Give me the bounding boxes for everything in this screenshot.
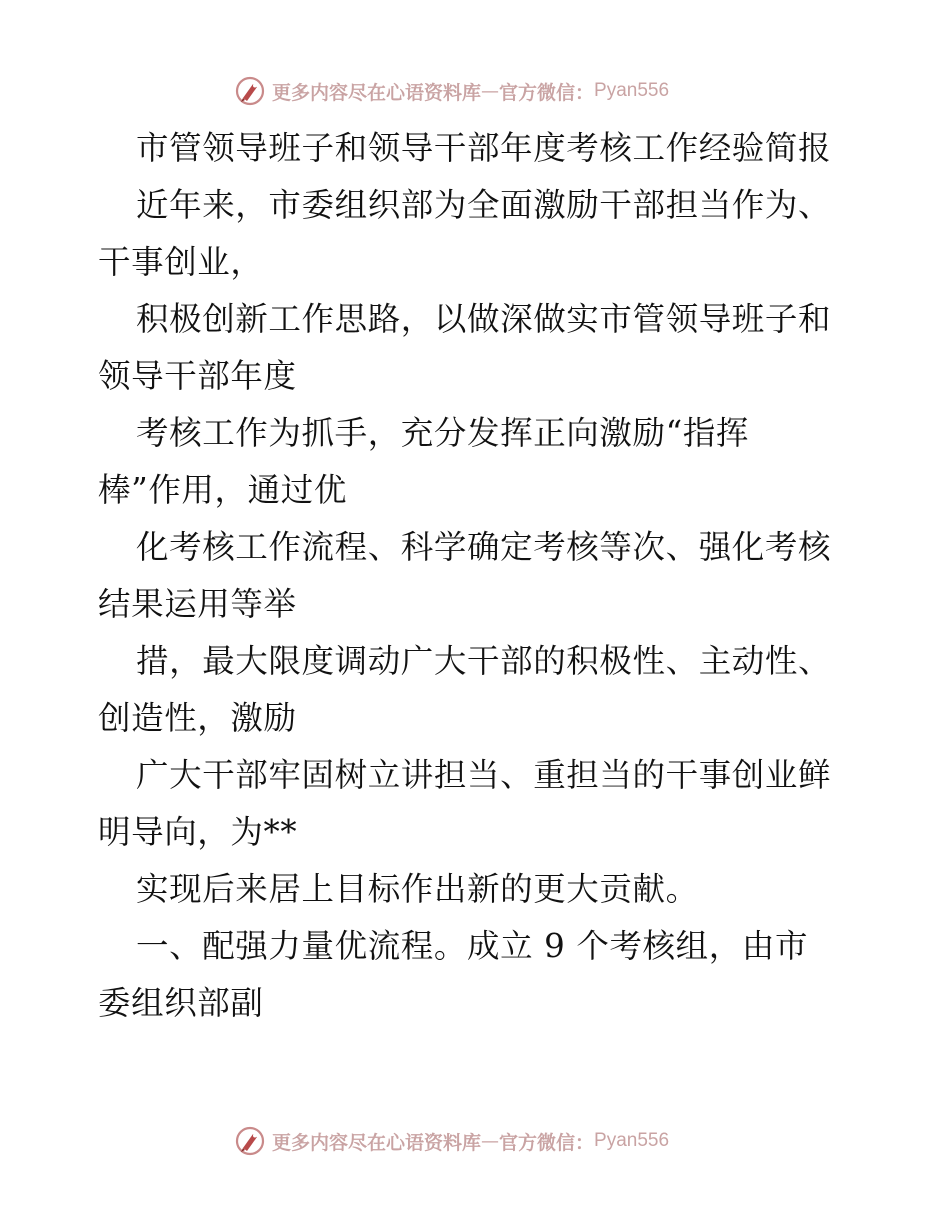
text-line: 措，最大限度调动广大干部的积极性、主动性、 (136, 642, 832, 680)
pen-nib-logo-icon (234, 75, 266, 107)
text-line: 领导干部年度 (98, 357, 297, 395)
footer-watermark (234, 1124, 669, 1158)
text-line: 考核工作为抓手，充分发挥正向激励“指挥 (136, 414, 750, 452)
watermark-contact-id: Pyan556 (594, 1130, 670, 1151)
watermark-contact-label: 官方微信： (499, 81, 595, 104)
text-line: 棒”作用，通过优 (98, 471, 347, 509)
header-watermark (234, 74, 669, 108)
document-title: 市管领导班子和领导干部年度考核工作经验简报 (136, 129, 832, 167)
text-line: 积极创新工作思路，以做深做实市管领导班子和 (136, 300, 832, 338)
watermark-text: 更多内容尽在心语资料库 (272, 81, 482, 104)
watermark-contact-label: 官方微信： (499, 1131, 595, 1154)
text-line: 近年来，市委组织部为全面激励干部担当作为、 (136, 186, 832, 224)
text-line: 结果运用等举 (98, 585, 297, 623)
text-line: 广大干部牢固树立讲担当、重担当的干事创业鲜 (136, 756, 832, 794)
text-line: 实现后来居上目标作出新的更大贡献。 (136, 870, 699, 908)
watermark-contact-id: Pyan556 (594, 80, 670, 101)
pen-nib-logo-icon (234, 1125, 266, 1157)
text-line: 明导向，为** (98, 813, 298, 851)
section-heading-line: 一、配强力量优流程。成立 9 个考核组，由市 (136, 927, 809, 965)
watermark-separator: — (481, 80, 500, 102)
text-line: 委组织部副 (98, 984, 264, 1022)
text-line: 化考核工作流程、科学确定考核等次、强化考核 (136, 528, 832, 566)
watermark-separator: — (481, 1130, 500, 1152)
text-line: 干事创业， (98, 243, 264, 281)
text-line: 创造性，激励 (98, 699, 297, 737)
watermark-text: 更多内容尽在心语资料库 (272, 1131, 482, 1154)
document-body (98, 120, 858, 1032)
